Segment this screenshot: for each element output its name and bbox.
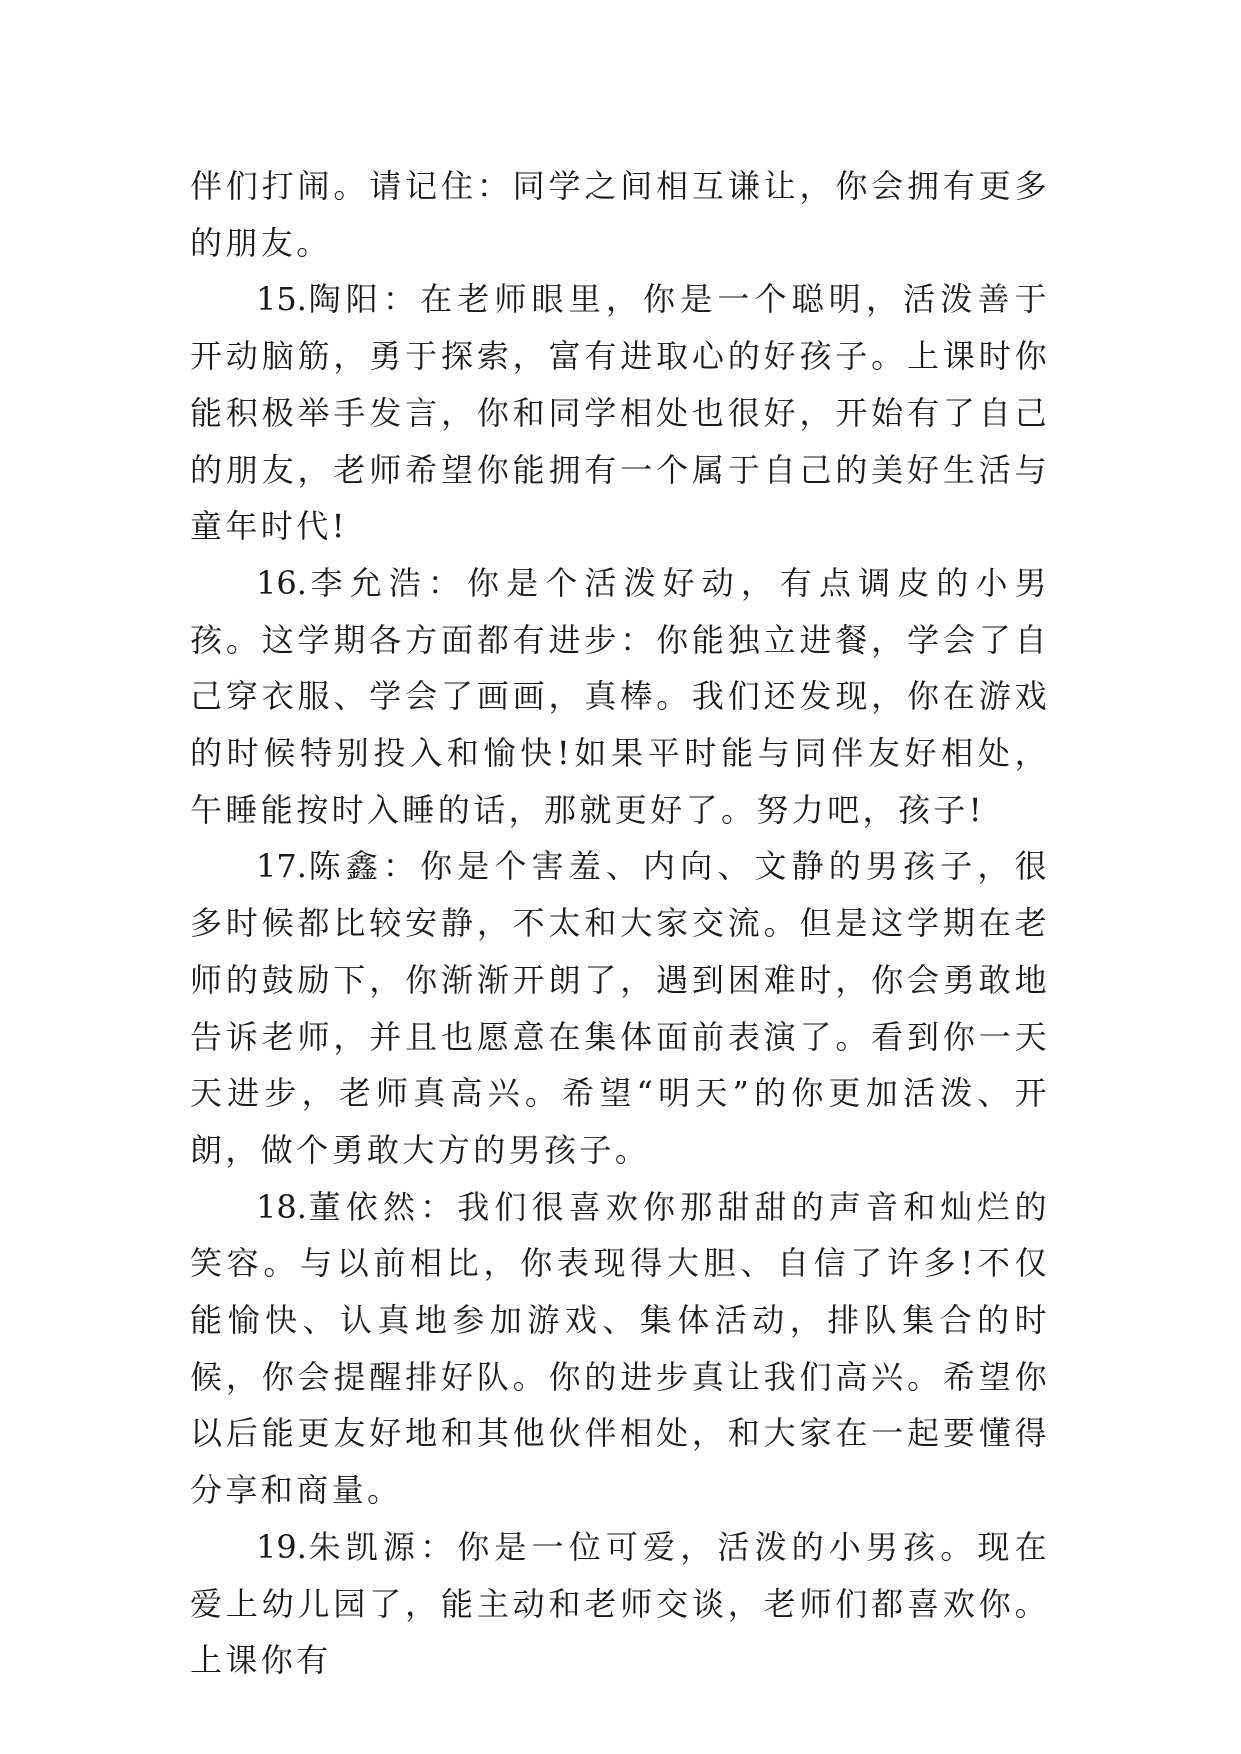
paragraph-comment-15 [190, 271, 1050, 555]
paragraph-comment-17 [190, 838, 1050, 1178]
paragraph-text: 伴们打闹。请记住：同学之间相互谦让，你会拥有更多的朋友。 [190, 167, 1050, 262]
paragraph-number: 17. [256, 847, 307, 886]
paragraph-number: 15. [256, 280, 307, 319]
paragraph-continuation [190, 158, 1050, 271]
paragraph-text: 陶阳：在老师眼里，你是一个聪明，活泼善于开动脑筋，勇于探索，富有进取心的好孩子。上课时你能积极举手发言，你和同学相处也很好，开始有了自己的朋友，老师希望你能拥有一个属于自己的美好生活与童年时代! [190, 280, 1050, 546]
document-body [190, 158, 1050, 1689]
paragraph-text: 董依然：我们很喜欢你那甜甜的声音和灿烂的笑容。与以前相比，你表现得大胆、自信了许多!不仅能愉快、认真地参加游戏、集体活动，排队集合的时候，你会提醒排好队。你的进步真让我们高兴。希望你以后能更友好地和其他伙伴相处，和大家在一起要懂得分享和商量。 [190, 1187, 1050, 1510]
paragraph-number: 16. [256, 563, 307, 602]
paragraph-text: 陈鑫：你是个害羞、内向、文静的男孩子，很多时候都比较安静，不太和大家交流。但是这学期在老师的鼓励下，你渐渐开朗了，遇到困难时，你会勇敢地告诉老师，并且也愿意在集体面前表演了。看到你一天天进步，老师真高兴。希望“明天”的你更加活泼、开朗，做个勇敢大方的男孩子。 [190, 847, 1050, 1169]
paragraph-text: 朱凯源：你是一位可爱，活泼的小男孩。现在爱上幼儿园了，能主动和老师交谈，老师们都喜欢你。上课你有 [190, 1527, 1050, 1680]
paragraph-text: 李允浩：你是个活泼好动，有点调皮的小男孩。这学期各方面都有进步：你能独立进餐，学会了自己穿衣服、学会了画画，真棒。我们还发现，你在游戏的时候特别投入和愉快!如果平时能与同伴友好相处，午睡能按时入睡的话，那就更好了。努力吧，孩子! [190, 563, 1050, 829]
paragraph-comment-16 [190, 555, 1050, 839]
paragraph-number: 19. [256, 1527, 307, 1566]
paragraph-number: 18. [256, 1187, 307, 1226]
paragraph-comment-19 [190, 1519, 1050, 1689]
paragraph-comment-18 [190, 1179, 1050, 1519]
